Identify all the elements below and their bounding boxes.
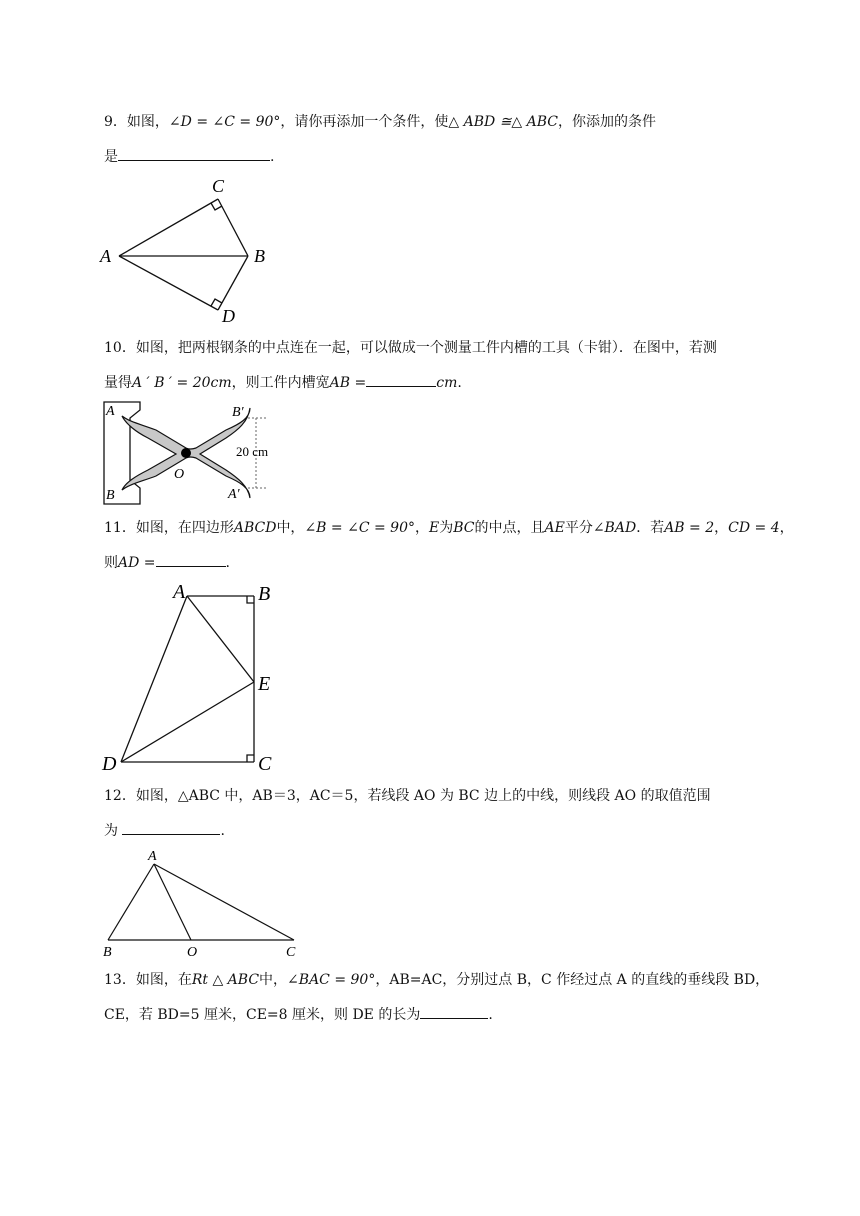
q10-label-A-prime: A′ <box>228 487 240 502</box>
q11-text-e: 的中点，且 <box>474 520 545 536</box>
q10-text-b: 量得 <box>104 375 132 391</box>
q11-text-b: 中， <box>276 520 305 536</box>
q10-number: 10． <box>104 340 136 356</box>
q11-math-b: ∠B = ∠C = 90° <box>304 520 415 536</box>
q10-math-b: AB = <box>329 375 367 391</box>
q12-figure <box>100 846 304 962</box>
q11-math-f: ∠BAD <box>592 520 637 536</box>
q11-text-a: 如图，在四边形 <box>135 520 234 536</box>
q11-math-h: CD = 4 <box>728 520 780 536</box>
q10-label-B: B <box>106 488 115 503</box>
q11-figure <box>100 580 290 776</box>
q9-line-1 <box>104 112 656 132</box>
q12-line-2 <box>104 820 225 841</box>
q10-text-c: ，则工件内槽宽 <box>231 375 330 391</box>
q12-text-b: 为 <box>104 823 118 839</box>
q9-label-D: D <box>222 306 235 326</box>
q9-figure <box>100 172 280 324</box>
q12-end: . <box>220 823 225 839</box>
q9-end: . <box>270 149 275 165</box>
q9-text-a: 如图， <box>126 114 169 130</box>
q11-number: 11． <box>104 520 136 536</box>
q11-text-f: 平分 <box>564 520 593 536</box>
q11-math-c: E <box>428 520 440 536</box>
q12-number: 12． <box>104 788 136 804</box>
q10-end: . <box>457 375 462 391</box>
q11-answer-blank[interactable] <box>156 552 226 567</box>
q9-text-b: ，请你再添加一个条件，使 <box>280 114 449 130</box>
q11-math-j: AD = <box>118 555 156 571</box>
q10-line-2 <box>104 372 462 393</box>
q11-line-1 <box>104 518 794 538</box>
q10-text-a: 如图，把两根钢条的中点连在一起，可以做成一个测量工件内槽的工具（卡钳）．在图中，若测 <box>135 340 717 356</box>
q9-text-d: 是 <box>104 149 118 165</box>
q9-label-B: B <box>254 246 265 266</box>
q9-number: 9． <box>104 114 127 130</box>
q9-math-b: △ ABD ≅△ ABC <box>448 114 559 130</box>
q11-math-d: BC <box>453 520 475 536</box>
q11-text-d: 为 <box>439 520 454 536</box>
q11-line-2 <box>104 552 230 573</box>
q12-text-a: 如图，△ABC 中，AB＝3，AC＝5，若线段 AO 为 BC 边上的中线，则线段 AO 的取值范围 <box>135 788 711 804</box>
q10-label-B-prime: B′ <box>232 405 244 420</box>
q13-text-a: 如图，在 <box>135 972 192 988</box>
q12-label-C: C <box>286 945 296 960</box>
q10-answer-blank[interactable] <box>366 372 436 387</box>
q11-text-h: ， <box>714 520 729 536</box>
q13-text-b: 中， <box>259 972 288 988</box>
q11-math-a: ABCD <box>233 520 277 536</box>
q13-answer-blank[interactable] <box>420 1004 488 1019</box>
q12-label-B: B <box>103 945 112 960</box>
q13-end: . <box>488 1007 493 1023</box>
q11-label-D: D <box>102 753 117 775</box>
q13-math-a: Rt △ ABC <box>191 972 260 988</box>
q12-label-O: O <box>187 945 198 960</box>
q9-label-A: A <box>100 246 111 266</box>
q11-math-e: AE <box>544 520 565 536</box>
q11-label-E: E <box>258 673 271 695</box>
q10-line-1 <box>104 338 717 358</box>
q9-line-2 <box>104 146 274 167</box>
q10-figure <box>100 398 290 508</box>
q9-math-a: ∠D = ∠C = 90° <box>168 114 281 130</box>
q12-label-A: A <box>148 849 157 864</box>
q11-text-i: ， <box>779 520 794 536</box>
q9-label-C: C <box>212 176 225 196</box>
q10-math-c: cm <box>436 375 458 391</box>
q11-text-c: ， <box>414 520 429 536</box>
q11-text-g: ．若 <box>636 520 665 536</box>
q13-text-d: CE，若 BD=5 厘米，CE=8 厘米，则 DE 的长为 <box>104 1007 421 1023</box>
q11-text-j: 则 <box>104 555 118 571</box>
q12-answer-blank[interactable] <box>122 820 220 835</box>
q11-math-g: AB = 2 <box>664 520 715 536</box>
q10-math-a: A ′ B ′ = 20cm <box>132 375 232 391</box>
q10-label-O: O <box>174 467 185 482</box>
q11-label-B: B <box>258 583 271 605</box>
q10-label-A: A <box>106 404 115 419</box>
q9-text-c: ，你添加的条件 <box>558 114 657 130</box>
q9-answer-blank[interactable] <box>118 146 270 161</box>
q13-math-b: ∠BAC = 90° <box>287 972 376 988</box>
q13-line-2 <box>104 1004 493 1025</box>
q13-number: 13． <box>104 972 136 988</box>
q12-line-1 <box>104 786 711 806</box>
q13-line-1 <box>104 970 769 990</box>
q13-text-c: ，AB=AC，分别过点 B，C 作经过点 A 的直线的垂线段 BD， <box>375 972 770 988</box>
q11-end: . <box>225 555 230 571</box>
q11-label-C: C <box>258 753 272 775</box>
q10-label-measure: 20 cm <box>236 444 269 459</box>
q11-label-A: A <box>173 581 186 603</box>
